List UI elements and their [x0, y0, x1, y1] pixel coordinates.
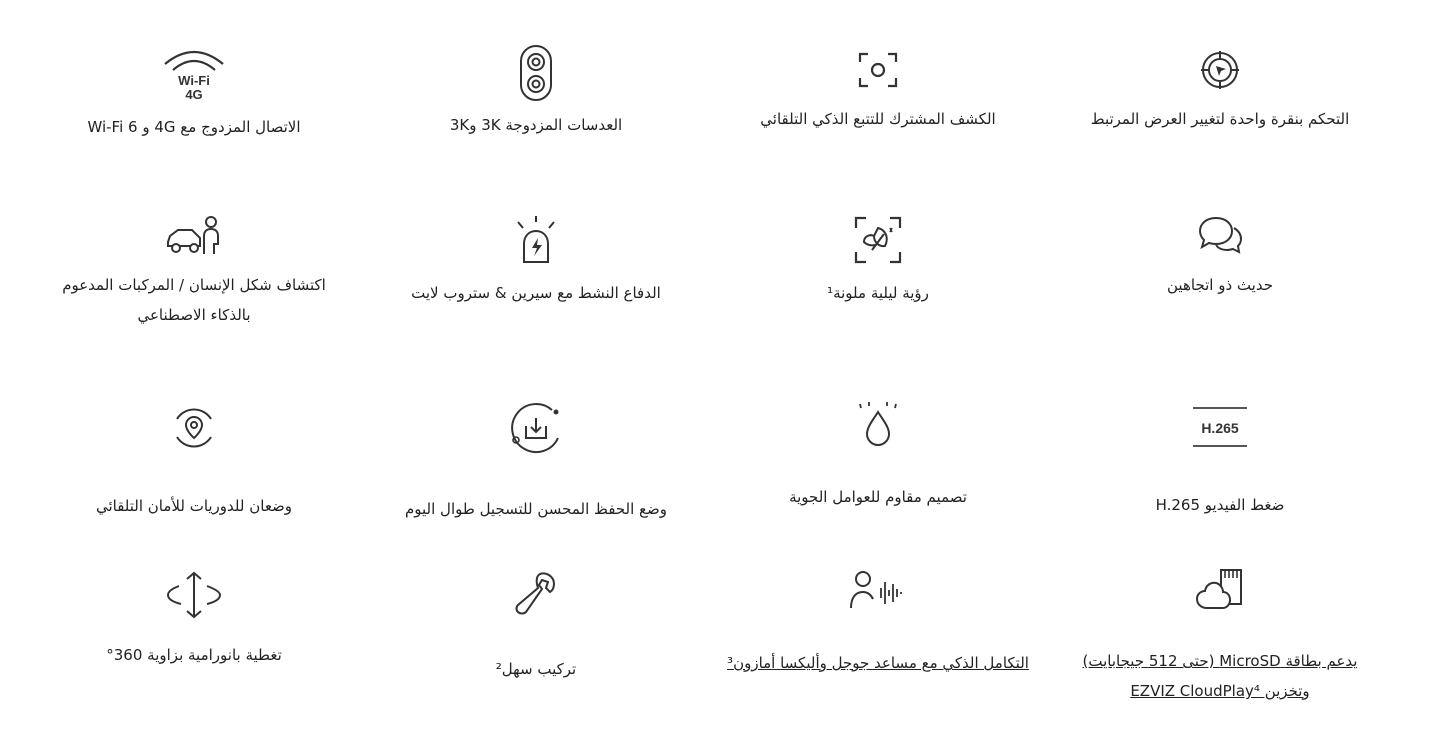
sd-cloud-icon	[1193, 568, 1247, 610]
feature-label: حديث ذو اتجاهين	[1167, 276, 1273, 294]
weather-drop-icon	[855, 400, 901, 448]
feature-label-line-1: اكتشاف شكل الإنسان / المركبات المدعوم	[62, 276, 326, 294]
svg-text:4G: 4G	[185, 87, 203, 102]
feature-label: الاتصال المزدوج مع 4G و Wi-Fi 6	[87, 118, 301, 136]
feature-panorama	[44, 570, 344, 670]
feature-label: ضغط الفيديو H.265	[1155, 496, 1285, 514]
feature-label: وضعان للدوريات للأمان التلقائي	[95, 497, 293, 515]
patrol-location-icon	[169, 403, 219, 453]
feature-save-mode	[386, 400, 686, 524]
siren-strobe-icon	[512, 214, 560, 266]
color-night-vision-icon	[852, 214, 904, 266]
h265-icon	[1190, 405, 1250, 449]
save-mode-icon	[506, 400, 566, 460]
feature-smart-integration	[718, 568, 1038, 678]
feature-one-click	[1070, 48, 1370, 134]
svg-text:H.265: H.265	[1201, 420, 1239, 436]
feature-patrol-modes	[44, 403, 344, 521]
feature-h265	[1070, 405, 1370, 520]
feature-label: العدسات المزدوجة 3K و3K	[449, 116, 623, 134]
dual-lens-icon	[518, 44, 554, 102]
feature-human-vehicle	[44, 214, 344, 330]
feature-weatherproof	[728, 400, 1028, 512]
feature-easy-install	[386, 570, 686, 684]
two-way-talk-icon	[1196, 214, 1244, 258]
svg-text:Wi-Fi: Wi-Fi	[178, 73, 210, 88]
feature-active-defense	[386, 214, 686, 308]
feature-storage	[1060, 568, 1380, 706]
storage-link[interactable]	[1060, 646, 1380, 706]
feature-label: التحكم بنقرة واحدة لتغيير العرض المرتبط	[1090, 110, 1350, 128]
feature-night-vision	[728, 214, 1028, 308]
feature-label: الدفاع النشط مع سيرين & ستروب لايت	[411, 284, 661, 302]
feature-dual-lens	[386, 44, 686, 140]
human-vehicle-icon	[164, 214, 224, 258]
feature-dual-connection	[44, 44, 344, 142]
smart-integration-link[interactable]: التكامل الذكي مع مساعد جوجل وأليكسا أمازون³	[727, 654, 1029, 672]
feature-label: تصميم مقاوم للعوامل الجوية	[789, 488, 967, 506]
feature-label: رؤية ليلية ملونة¹	[827, 284, 929, 302]
wifi-4g-icon	[159, 44, 229, 104]
feature-two-way-talk	[1070, 214, 1370, 300]
feature-label: تركيب سهل²	[495, 660, 577, 678]
feature-joint-detection	[728, 48, 1028, 134]
feature-label: وضع الحفظ المحسن للتسجيل طوال اليوم	[404, 500, 667, 518]
focus-frame-icon	[856, 48, 900, 92]
voice-assistant-icon	[849, 568, 907, 612]
feature-label-line-1: يدعم بطاقة MicroSD (حتى 512 جيجابايت)	[1082, 652, 1358, 670]
wrench-icon	[512, 570, 560, 618]
feature-label: تغطية بانورامية بزاوية 360°	[106, 646, 282, 664]
target-crosshair-icon	[1198, 48, 1242, 92]
feature-label: الكشف المشترك للتتبع الذكي التلقائي	[760, 110, 996, 128]
feature-label	[44, 270, 344, 330]
panorama-360-icon	[165, 570, 223, 620]
feature-label-line-2: وتخزين EZVIZ CloudPlay⁴	[1130, 682, 1310, 700]
feature-label-line-2: بالذكاء الاصطناعي	[137, 306, 251, 324]
